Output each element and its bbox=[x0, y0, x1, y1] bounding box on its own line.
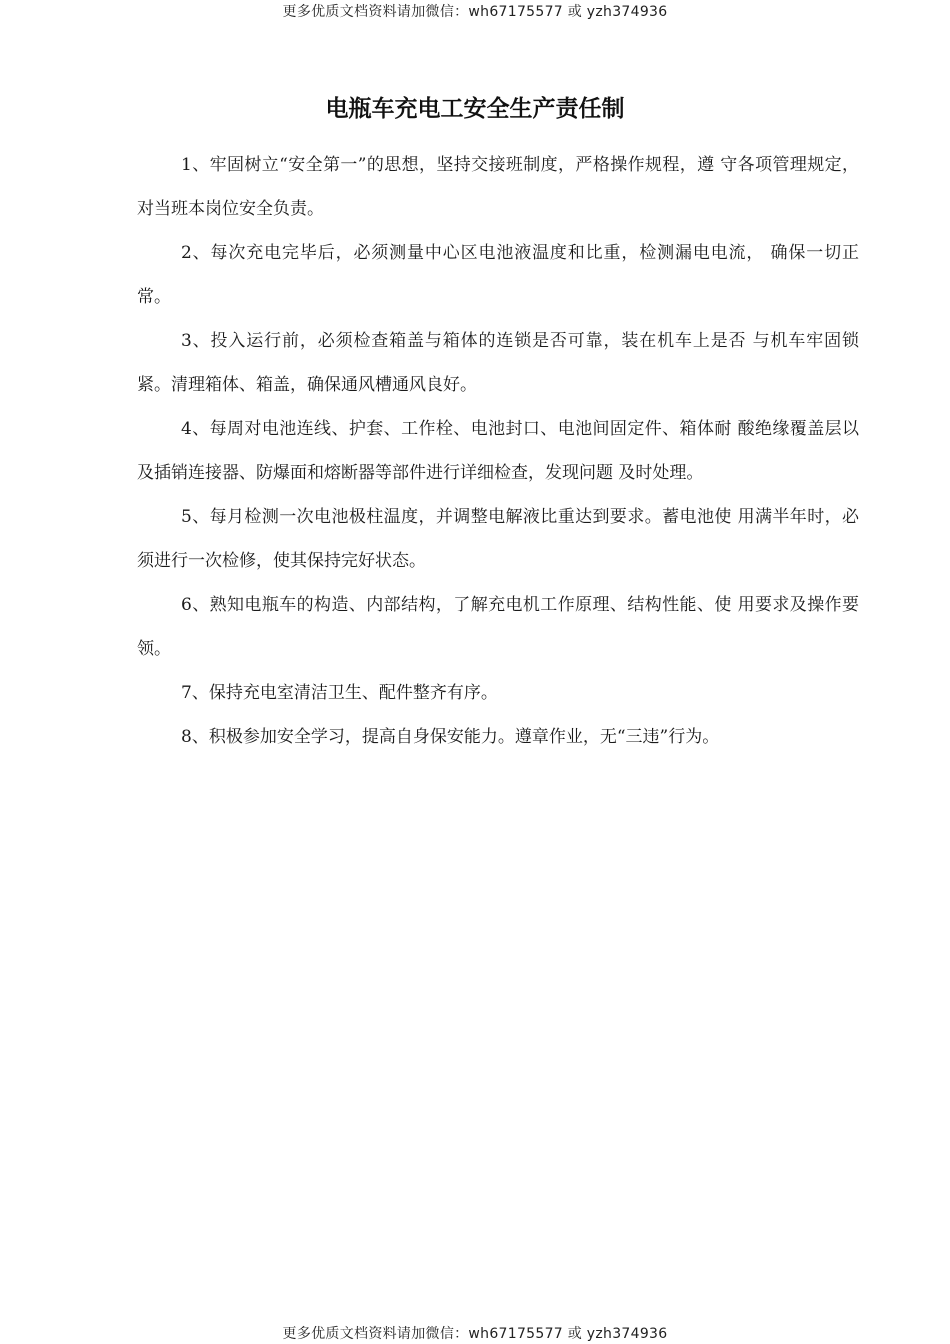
document-body bbox=[137, 143, 859, 759]
clause-2: 2、每次充电完毕后，必须测量中心区电池液温度和比重，检测漏电电流， 确保一切正常。 bbox=[137, 243, 859, 307]
footer-contact-note: 更多优质文档资料请加微信：wh67175577 或 yzh374936 bbox=[282, 1326, 668, 1342]
clause-4: 4、每周对电池连线、护套、工作栓、电池封口、电池间固定件、箱体耐 酸绝缘覆盖层以及插销连接器、防爆面和熔断器等部件进行详细检查，发现问题 及时处理。 bbox=[137, 419, 859, 483]
clause-6: 6、熟知电瓶车的构造、内部结构，了解充电机工作原理、结构性能、使 用要求及操作要领。 bbox=[137, 595, 859, 659]
clause-8: 8、积极参加安全学习，提高自身保安能力。遵章作业，无“三违”行为。 bbox=[181, 727, 720, 747]
header-contact-note: 更多优质文档资料请加微信：wh67175577 或 yzh374936 bbox=[282, 4, 668, 20]
clause-3: 3、投入运行前，必须检查箱盖与箱体的连锁是否可靠，装在机车上是否 与机车牢固锁紧。清理箱体、箱盖，确保通风槽通风良好。 bbox=[137, 331, 859, 395]
clause-5: 5、每月检测一次电池极柱温度，并调整电解液比重达到要求。蓄电池使 用满半年时，必须进行一次检修，使其保持完好状态。 bbox=[137, 507, 859, 571]
document-title: 电瓶车充电工安全生产责任制 bbox=[325, 96, 625, 122]
clause-1: 1、牢固树立“安全第一”的思想，坚持交接班制度，严格操作规程，遵 守各项管理规定，对当班本岗位安全负责。 bbox=[137, 155, 859, 219]
clause-7: 7、保持充电室清洁卫生、配件整齐有序。 bbox=[181, 683, 498, 703]
